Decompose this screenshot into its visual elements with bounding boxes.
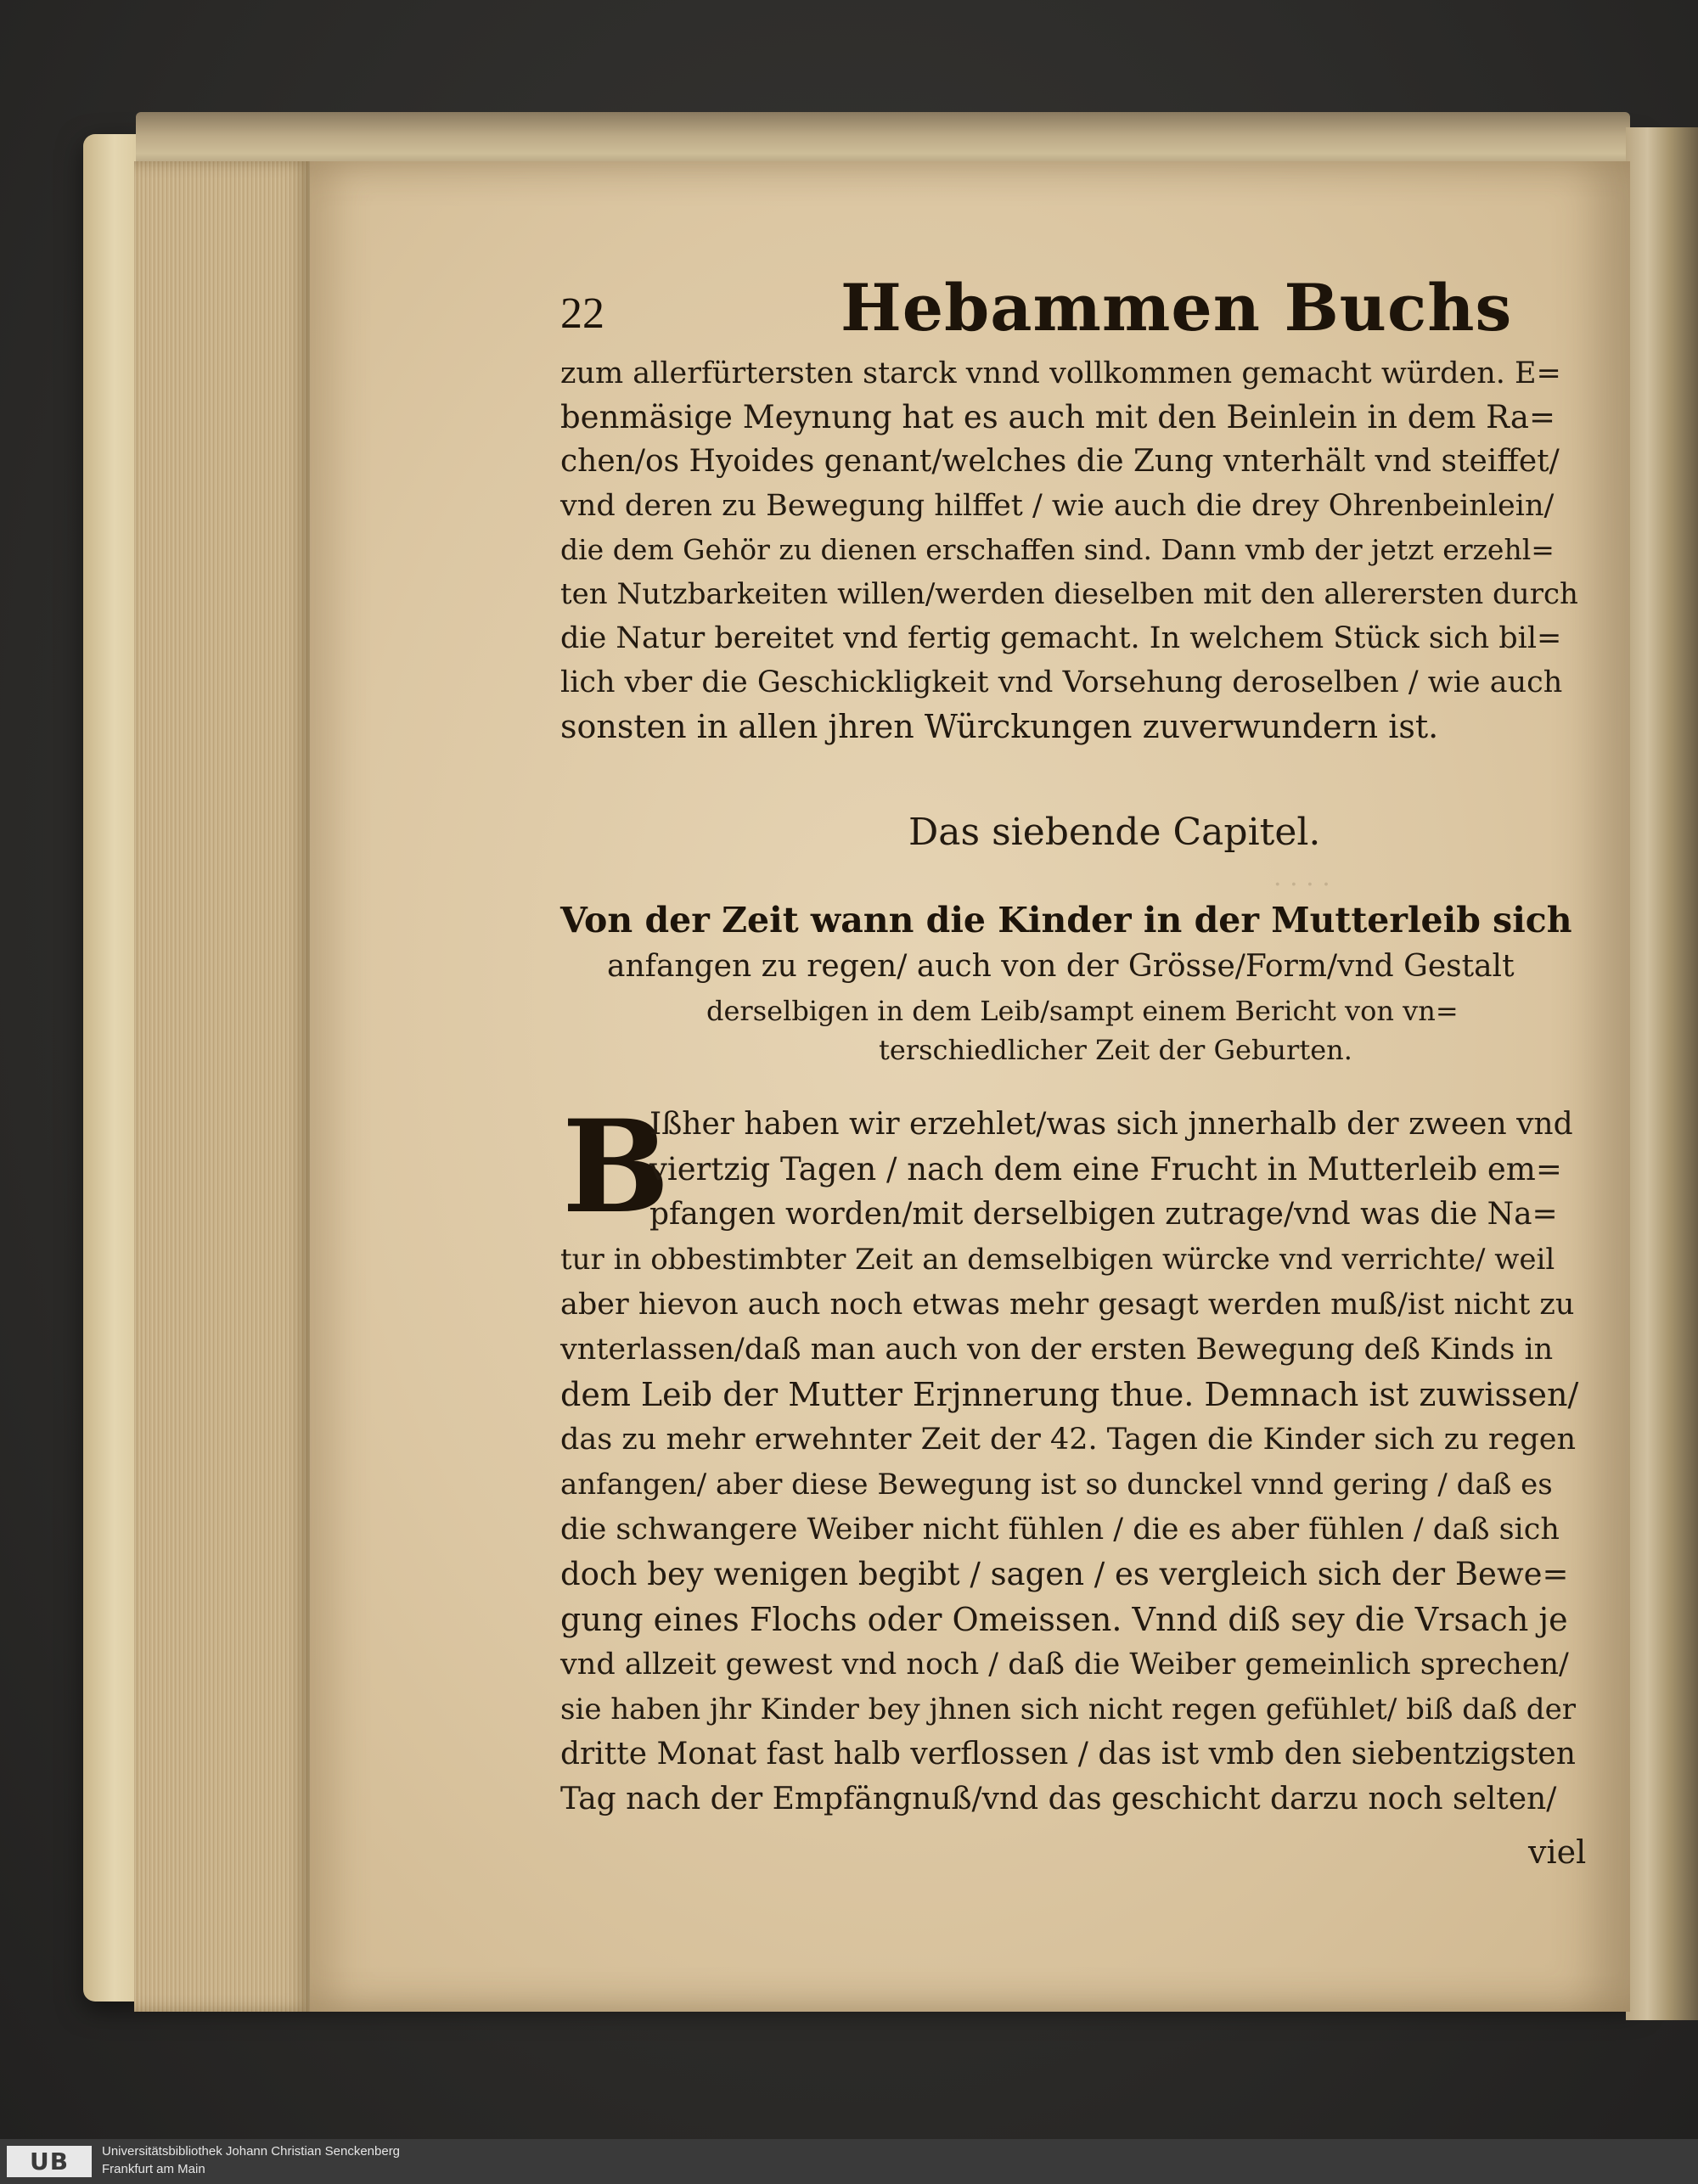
page-number: 22: [560, 289, 604, 338]
chapter-title-line: anfangen zu regen/ auch von der Grösse/Form/vnd Gestalt: [607, 949, 1515, 984]
text-line: benmäsige Meynung hat es auch mit den Beinlein in dem Ra=: [560, 399, 1555, 435]
text-line: sie haben jhr Kinder bey jhnen sich nicht regen gefühlet/ biß daß der: [560, 1693, 1576, 1726]
chapter-label: Das siebende Capitel.: [908, 811, 1321, 854]
text-line: zum allerfürtersten starck vnnd vollkommen gemacht würden. E=: [560, 357, 1561, 390]
text-line: aber hievon auch noch etwas mehr gesagt werden muß/ist nicht zu: [560, 1288, 1575, 1322]
text-line: die dem Gehör zu dienen erschaffen sind. Dann vmb der jetzt erzehl=: [560, 533, 1555, 566]
text-line: dritte Monat fast halb verflossen / das ist vmb den siebentzigsten: [560, 1737, 1576, 1771]
text-line: dem Leib der Mutter Erjnnerung thue. Demnach ist zuwissen/: [560, 1376, 1579, 1413]
library-city: Frankfurt am Main: [102, 2162, 205, 2176]
text-line: ten Nutzbarkeiten willen/werden dieselben mit den allerersten durch: [560, 577, 1578, 611]
library-logo: UB: [7, 2146, 92, 2177]
page-edges: [134, 161, 312, 2012]
chapter-title-line: derselbigen in dem Leib/sampt einem Bericht von vn=: [706, 995, 1459, 1027]
library-footer: [0, 2139, 1698, 2184]
text-line: die schwangere Weiber nicht fühlen / die es aber fühlen / daß sich: [560, 1513, 1560, 1547]
drop-initial: B: [562, 1092, 670, 1242]
text-line: gung eines Flochs oder Omeissen. Vnnd diß sey die Vrsach je: [560, 1601, 1568, 1638]
text-line: doch bey wenigen begibt / sagen / es vergleich sich der Bewe=: [560, 1556, 1569, 1592]
text-line: chen/os Hyoides genant/welches die Zung vnterhält vnd steiffet/: [560, 444, 1560, 479]
text-line: anfangen/ aber diese Bewegung ist so dunckel vnnd gering / daß es: [560, 1468, 1553, 1502]
bleed-through-text: · · · ·: [1274, 870, 1330, 900]
text-line: die Natur bereitet vnd fertig gemacht. In welchem Stück sich bil=: [560, 621, 1562, 655]
facing-page-edge: [1626, 127, 1698, 2020]
text-line: tur in obbestimbter Zeit an demselbigen würcke vnd verrichte/ weil: [560, 1243, 1555, 1277]
text-line: vnd deren zu Bewegung hilffet / wie auch die drey Ohrenbeinlein/: [560, 489, 1555, 523]
text-line: vnterlassen/daß man auch von der ersten Bewegung deß Kinds in: [560, 1333, 1554, 1367]
text-line: lich vber die Geschickligkeit vnd Vorsehung deroselben / wie auch: [560, 665, 1563, 699]
text-line: pfangen worden/mit derselbigen zutrage/vnd was die Na=: [649, 1197, 1558, 1232]
text-line: vnd allzeit gewest vnd noch / daß die Weiber gemeinlich sprechen/: [560, 1648, 1569, 1682]
text-line: das zu mehr erwehnter Zeit der 42. Tagen die Kinder sich zu regen: [560, 1423, 1576, 1457]
chapter-title-line: Von der Zeit wann die Kinder in der Mutterleib sich: [560, 900, 1572, 940]
text-line: viertzig Tagen / nach dem eine Frucht in Mutterleib em=: [649, 1151, 1562, 1187]
text-line: Ißher haben wir erzehlet/was sich jnnerhalb der zween vnd: [649, 1107, 1573, 1142]
catchword: viel: [1528, 1833, 1587, 1871]
text-line: Tag nach der Empfängnuß/vnd das geschicht darzu noch selten/: [560, 1782, 1557, 1816]
text-line: sonsten in allen jhren Würckungen zuverwundern ist.: [560, 708, 1439, 745]
running-head: Hebammen Buchs: [841, 270, 1513, 345]
chapter-title-line: terschiedlicher Zeit der Geburten.: [879, 1034, 1352, 1066]
library-name: Universitätsbibliothek Johann Christian Senckenberg: [102, 2144, 401, 2159]
book-page: [310, 161, 1630, 2012]
